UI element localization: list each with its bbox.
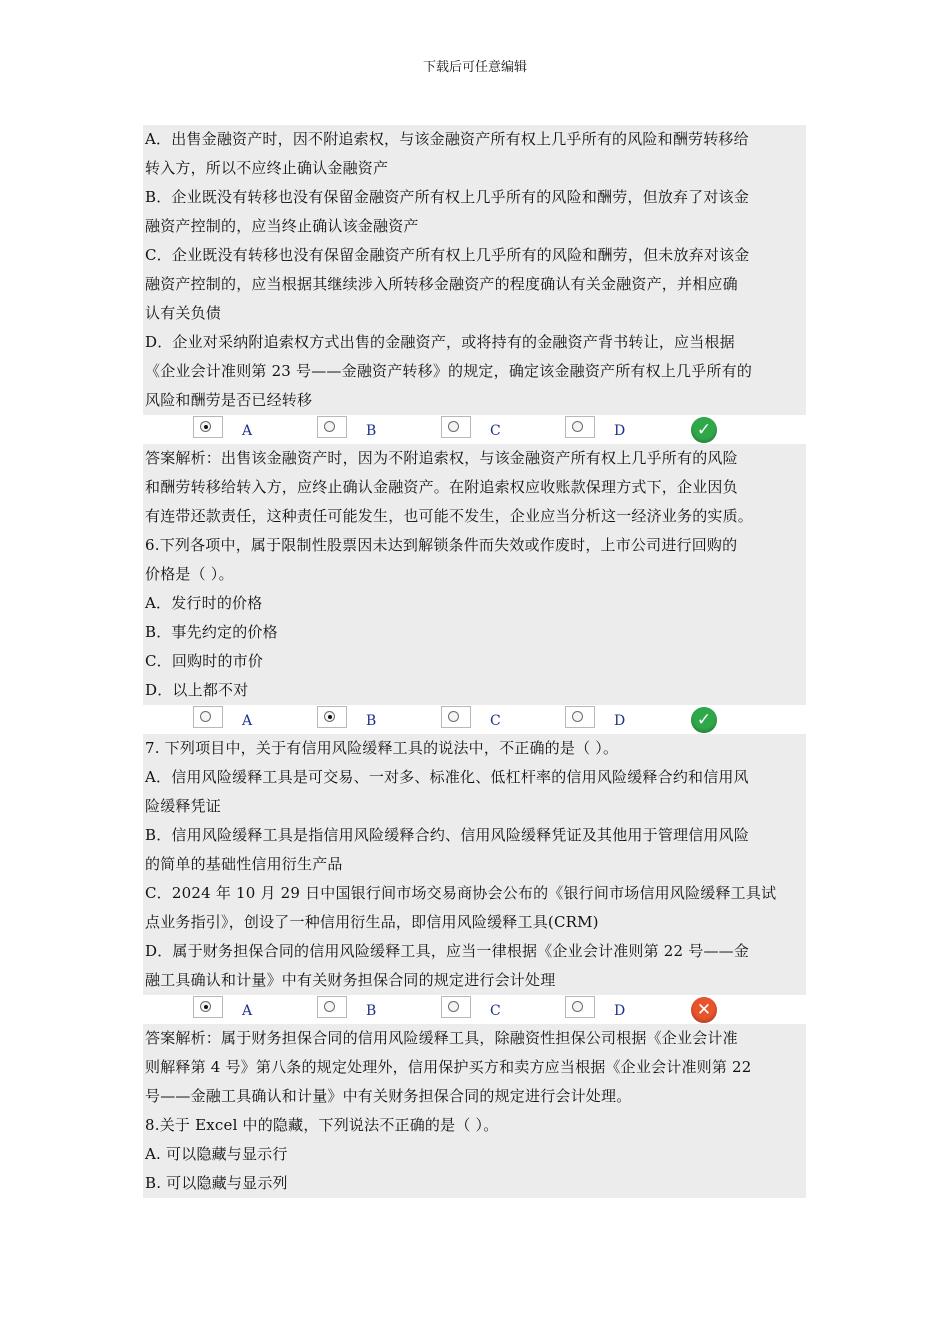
text-line: 答案解析：出售该金融资产时，因为不附追索权，与该金融资产所有权上几乎所有的风险 bbox=[145, 449, 738, 467]
text-line: 8.关于 Excel 中的隐藏，下列说法不正确的是（ ）。 bbox=[145, 1116, 499, 1134]
text-line: A．发行时的价格 bbox=[145, 594, 263, 612]
page-header: 下载后可任意编辑 bbox=[422, 60, 527, 75]
text-line: 融工具确认和计量》中有关财务担保合同的规定进行会计处理 bbox=[145, 971, 556, 989]
text-line: 有连带还款责任，这种责任可能发生，也可能不发生，企业应当分析这一经济业务的实质。 bbox=[145, 507, 754, 525]
check-icon: ✓ bbox=[691, 707, 717, 733]
text-line: D．以上都不对 bbox=[145, 681, 249, 699]
radio-dot bbox=[572, 421, 583, 432]
radio-option-b[interactable] bbox=[317, 706, 347, 728]
answer-row bbox=[143, 705, 806, 734]
radio-dot bbox=[572, 1001, 583, 1012]
option-label: D bbox=[614, 713, 626, 729]
option-label: B bbox=[366, 423, 377, 439]
text-line: A. 可以隐藏与显示行 bbox=[145, 1145, 288, 1163]
check-icon: ✓ bbox=[691, 417, 717, 443]
text-line: C．2024 年 10 月 29 日中国银行间市场交易商协会公布的《银行间市场信用风险缓释工具试 bbox=[145, 884, 777, 902]
text-line: 的简单的基础性信用衍生产品 bbox=[145, 855, 343, 873]
text-line: A．信用风险缓释工具是可交易、一对多、标准化、低杠杆率的信用风险缓释合约和信用风 bbox=[145, 768, 749, 786]
answer-row bbox=[143, 995, 806, 1024]
option-label: B bbox=[366, 1003, 377, 1019]
option-label: D bbox=[614, 1003, 626, 1019]
text-line: B. 可以隐藏与显示列 bbox=[145, 1174, 288, 1192]
radio-option-b[interactable] bbox=[317, 416, 347, 438]
text-block bbox=[143, 1024, 806, 1198]
text-block bbox=[143, 444, 806, 705]
option-label: B bbox=[366, 713, 377, 729]
radio-dot bbox=[448, 1001, 459, 1012]
text-line: 转入方，所以不应终止确认金融资产 bbox=[145, 159, 389, 177]
radio-option-d[interactable] bbox=[565, 706, 595, 728]
text-line: 号——金融工具确认和计量》中有关财务担保合同的规定进行会计处理。 bbox=[145, 1087, 632, 1105]
radio-dot bbox=[200, 711, 211, 722]
text-line: 险缓释凭证 bbox=[145, 797, 222, 815]
option-label: C bbox=[490, 423, 501, 439]
text-line: D．属于财务担保合同的信用风险缓释工具，应当一律根据《企业会计准则第 22 号——金 bbox=[145, 942, 750, 960]
radio-option-c[interactable] bbox=[441, 706, 471, 728]
option-label: A bbox=[242, 713, 253, 729]
option-label: D bbox=[614, 423, 626, 439]
text-line: 融资产控制的，应当终止确认该金融资产 bbox=[145, 217, 419, 235]
text-line: A．出售金融资产时，因不附追索权，与该金融资产所有权上几乎所有的风险和酬劳转移给 bbox=[145, 130, 749, 148]
text-line: 《企业会计准则第 23 号——金融资产转移》的规定，确定该金融资产所有权上几乎所有的 bbox=[145, 362, 753, 380]
text-line: 则解释第 4 号》第八条的规定处理外，信用保护买方和卖方应当根据《企业会计准则第 22 bbox=[145, 1058, 752, 1076]
radio-option-a[interactable] bbox=[193, 706, 223, 728]
radio-dot bbox=[324, 421, 335, 432]
answer-row bbox=[143, 415, 806, 444]
text-line: D．企业对采纳附追索权方式出售的金融资产，或将持有的金融资产背书转让，应当根据 bbox=[145, 333, 735, 351]
quiz-content bbox=[143, 125, 806, 1198]
option-label: C bbox=[490, 713, 501, 729]
text-line: 7. 下列项目中，关于有信用风险缓释工具的说法中，不正确的是（ ）。 bbox=[145, 739, 619, 757]
text-line: B．事先约定的价格 bbox=[145, 623, 278, 641]
radio-option-c[interactable] bbox=[441, 416, 471, 438]
text-line: 答案解析：属于财务担保合同的信用风险缓释工具，除融资性担保公司根据《企业会计准 bbox=[145, 1029, 738, 1047]
text-line: 点业务指引》，创设了一种信用衍生品，即信用风险缓释工具(CRM) bbox=[145, 913, 599, 931]
text-line: B．企业既没有转移也没有保留金融资产所有权上几乎所有的风险和酬劳，但放弃了对该金 bbox=[145, 188, 750, 206]
radio-dot bbox=[448, 711, 459, 722]
radio-dot bbox=[200, 1001, 211, 1012]
radio-dot bbox=[324, 1001, 335, 1012]
text-line: 6.下列各项中，属于限制性股票因未达到解锁条件而失效或作废时，上市公司进行回购的 bbox=[145, 536, 738, 554]
text-block bbox=[143, 125, 806, 415]
text-line: C．企业既没有转移也没有保留金融资产所有权上几乎所有的风险和酬劳，但未放弃对该金 bbox=[145, 246, 750, 264]
radio-option-d[interactable] bbox=[565, 996, 595, 1018]
radio-option-a[interactable] bbox=[193, 416, 223, 438]
radio-dot bbox=[324, 711, 335, 722]
radio-option-b[interactable] bbox=[317, 996, 347, 1018]
text-line: 风险和酬劳是否已经转移 bbox=[145, 391, 313, 409]
text-line: 价格是（ ）。 bbox=[145, 565, 234, 583]
option-label: C bbox=[490, 1003, 501, 1019]
option-label: A bbox=[242, 1003, 253, 1019]
text-line: 认有关负债 bbox=[145, 304, 222, 322]
text-line: 和酬劳转移给转入方，应终止确认金融资产。在附追索权应收账款保理方式下，企业因负 bbox=[145, 478, 738, 496]
text-line: 融资产控制的，应当根据其继续涉入所转移金融资产的程度确认有关金融资产，并相应确 bbox=[145, 275, 738, 293]
text-block bbox=[143, 734, 806, 995]
radio-dot bbox=[448, 421, 459, 432]
text-line: B．信用风险缓释工具是指信用风险缓释合约、信用风险缓释凭证及其他用于管理信用风险 bbox=[145, 826, 750, 844]
option-label: A bbox=[242, 423, 253, 439]
radio-option-c[interactable] bbox=[441, 996, 471, 1018]
radio-option-a[interactable] bbox=[193, 996, 223, 1018]
radio-dot bbox=[572, 711, 583, 722]
cross-icon: ✕ bbox=[691, 997, 717, 1023]
radio-dot bbox=[200, 421, 211, 432]
radio-option-d[interactable] bbox=[565, 416, 595, 438]
text-line: C．回购时的市价 bbox=[145, 652, 264, 670]
